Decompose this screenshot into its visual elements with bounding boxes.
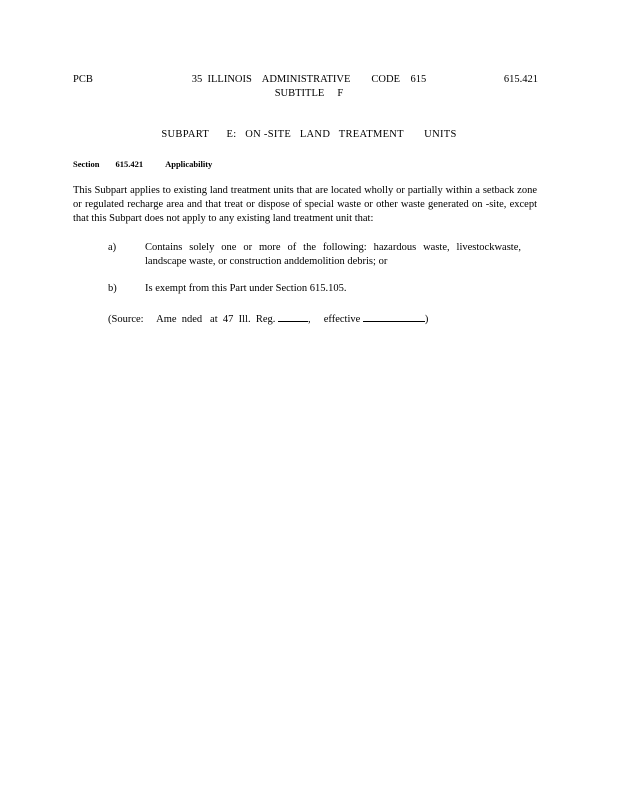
applicability-paragraph: This Subpart applies to existing land treatment units that are located wholly or partially within a setback zone or regulated recharge area and that treat or dispose of special waste or other waste generated on -site, except that this Subpart does not apply to any existing land treatment unit that: (73, 185, 537, 224)
effective-date-blank (363, 311, 425, 322)
section-title: Applicability (165, 159, 213, 169)
section-label: Section (73, 159, 100, 169)
source-prefix: (Source: Ame nded at 47 Ill. Reg. (108, 314, 276, 325)
header-title: 35 ILLINOIS ADMINISTRATIVE CODE 615 (191, 74, 427, 85)
list-item-label: a) (108, 242, 117, 253)
header-left: PCB (73, 74, 93, 85)
header-subtitle: SUBTITLE F (274, 88, 344, 99)
source-note (108, 311, 428, 327)
section-heading (73, 158, 212, 171)
list-item-text: Contains solely one or more of the following: hazardous waste, livestockwaste, landscape waste, or construction anddemolition debris; or (145, 242, 521, 267)
subpart-title: SUBPART E: ON -SITE LAND TREATMENT UNITS (161, 129, 457, 140)
list-item (108, 282, 538, 298)
list-item-text: Is exempt from this Part under Section 615.105. (145, 283, 347, 294)
section-number: 615.421 (115, 159, 144, 169)
header-section-number: 615.421 (503, 74, 538, 85)
list-item (108, 241, 538, 271)
register-blank (278, 311, 308, 322)
source-middle: , effective (308, 314, 361, 325)
list-item-label: b) (108, 283, 117, 294)
source-suffix: ) (424, 314, 429, 325)
